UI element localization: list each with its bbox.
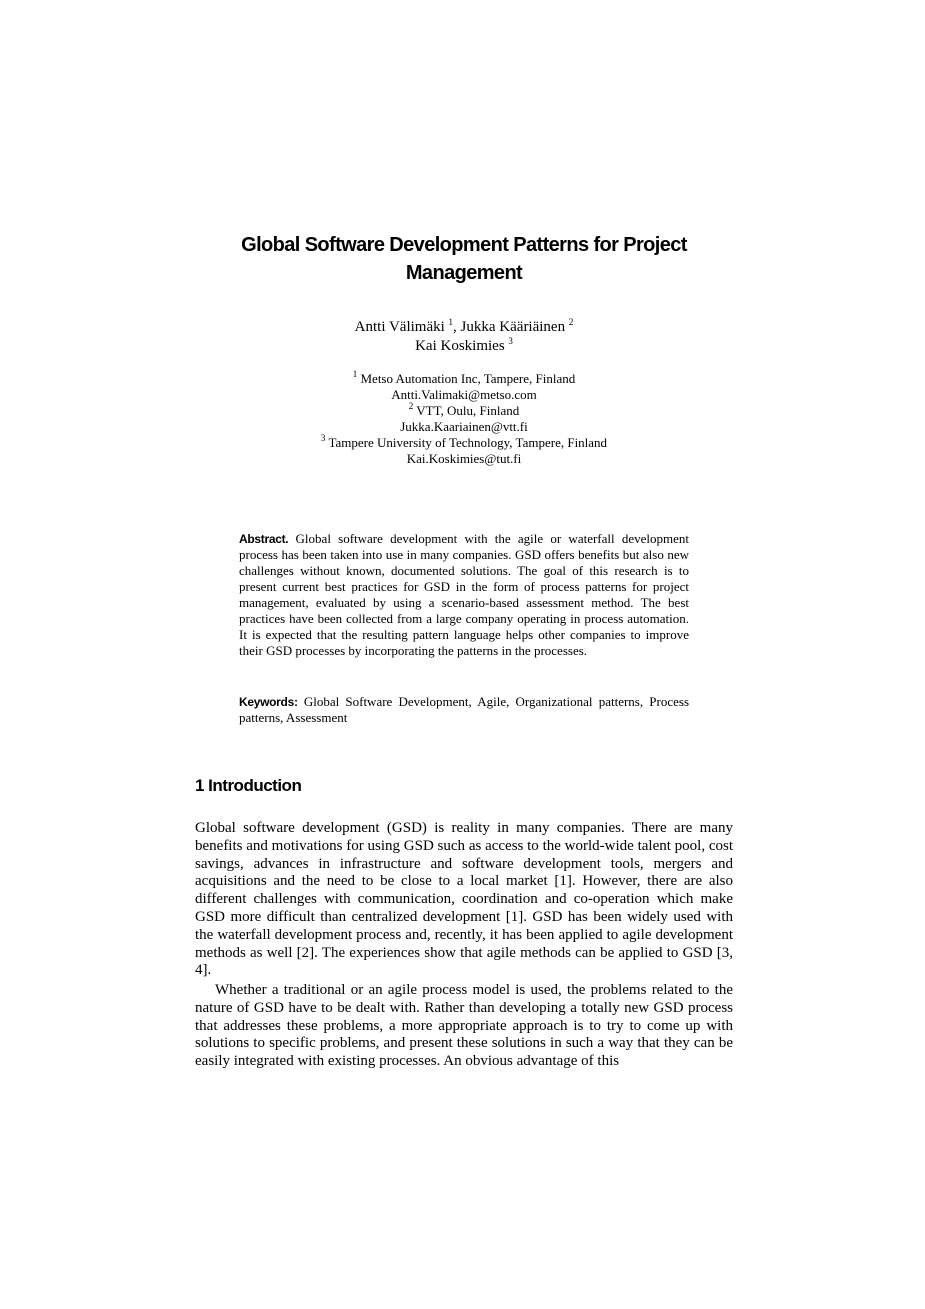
abstract-label: Abstract.	[239, 532, 289, 546]
affiliation-org: $^1$ Metso Automation Inc, Tampere, Finland	[352, 369, 576, 386]
affiliation-email: Jukka.Kaariainen@vtt.fi	[400, 419, 528, 434]
author-affiliation-mark: 1	[448, 317, 454, 327]
author-name: Jukka Kääriäinen	[460, 319, 566, 335]
affiliation-mark: 1	[352, 369, 358, 379]
affiliation-list	[195, 371, 733, 467]
title-line-2: Management	[405, 262, 523, 284]
author-list	[195, 318, 733, 356]
abstract-text: Global software development with the agile or waterfall development process has been taken into use in many companies. GSD offers benefits but also new challenges without known, documented solutions. The goal of this research is to present current best practices for GSD in the form of process patterns for project management, evaluated by using a scenario-based assessment method. The best practices have been collected from a large company operating in process automation. It is expected that the resulting pattern language helps other companies to improve their GSD processes by incorporating the patterns in the processes.	[239, 531, 689, 658]
keywords	[239, 694, 689, 726]
keywords-text: Global Software Development, Agile, Organizational patterns, Process patterns, Assessment	[239, 694, 689, 725]
author-name: Kai Koskimies	[415, 338, 505, 354]
title-line-1: Global Software Development Patterns for Project	[241, 234, 687, 256]
abstract	[239, 531, 689, 659]
author-separator: ,	[453, 319, 461, 335]
author-affiliation-mark: 3	[508, 336, 513, 346]
author-affiliation-mark: 2	[568, 317, 574, 327]
affiliation-org: $^2$ VTT, Oulu, Finland	[408, 401, 520, 418]
affiliation-email: Antti.Valimaki@metso.com	[391, 387, 537, 402]
paper-title	[195, 231, 733, 287]
keywords-label: Keywords:	[239, 695, 298, 709]
section-heading-introduction: 1 Introduction	[195, 776, 302, 795]
affiliation-email: Kai.Koskimies@tut.fi	[406, 451, 522, 466]
affiliation-mark: 3	[320, 433, 326, 443]
affiliation-org: $^3$ Tampere University of Technology, Tampere, Finland	[320, 433, 608, 450]
body-paragraph: Global software development (GSD) is reality in many companies. There are many benefits and motivations for using GSD such as access to the world-wide talent pool, cost savings, advances in infrastructure and software development tools, mergers and acquisitions and the need to be close to a local market [1]. However, there are also different challenges with communication, coordination and co-operation which make GSD more difficult than centralized development [1]. GSD has been widely used with the waterfall development process and, recently, it has been applied to agile development methods as well [2]. The experiences show that agile methods can be applied to GSD [3, 4].	[195, 820, 733, 979]
author-line-1	[195, 318, 733, 337]
affiliation-mark: 2	[408, 401, 414, 411]
author-name: Antti Välimäki	[354, 319, 445, 335]
body-paragraph: Whether a traditional or an agile process model is used, the problems related to the nature of GSD have to be dealt with. Rather than developing a totally new GSD process that addresses these problems, a more appropriate approach is to try to come up with solutions to specific problems, and present these solutions in such a way that they can be easily integrated with existing processes. An obvious advantage of this	[195, 982, 733, 1070]
author-line-2	[195, 337, 733, 356]
